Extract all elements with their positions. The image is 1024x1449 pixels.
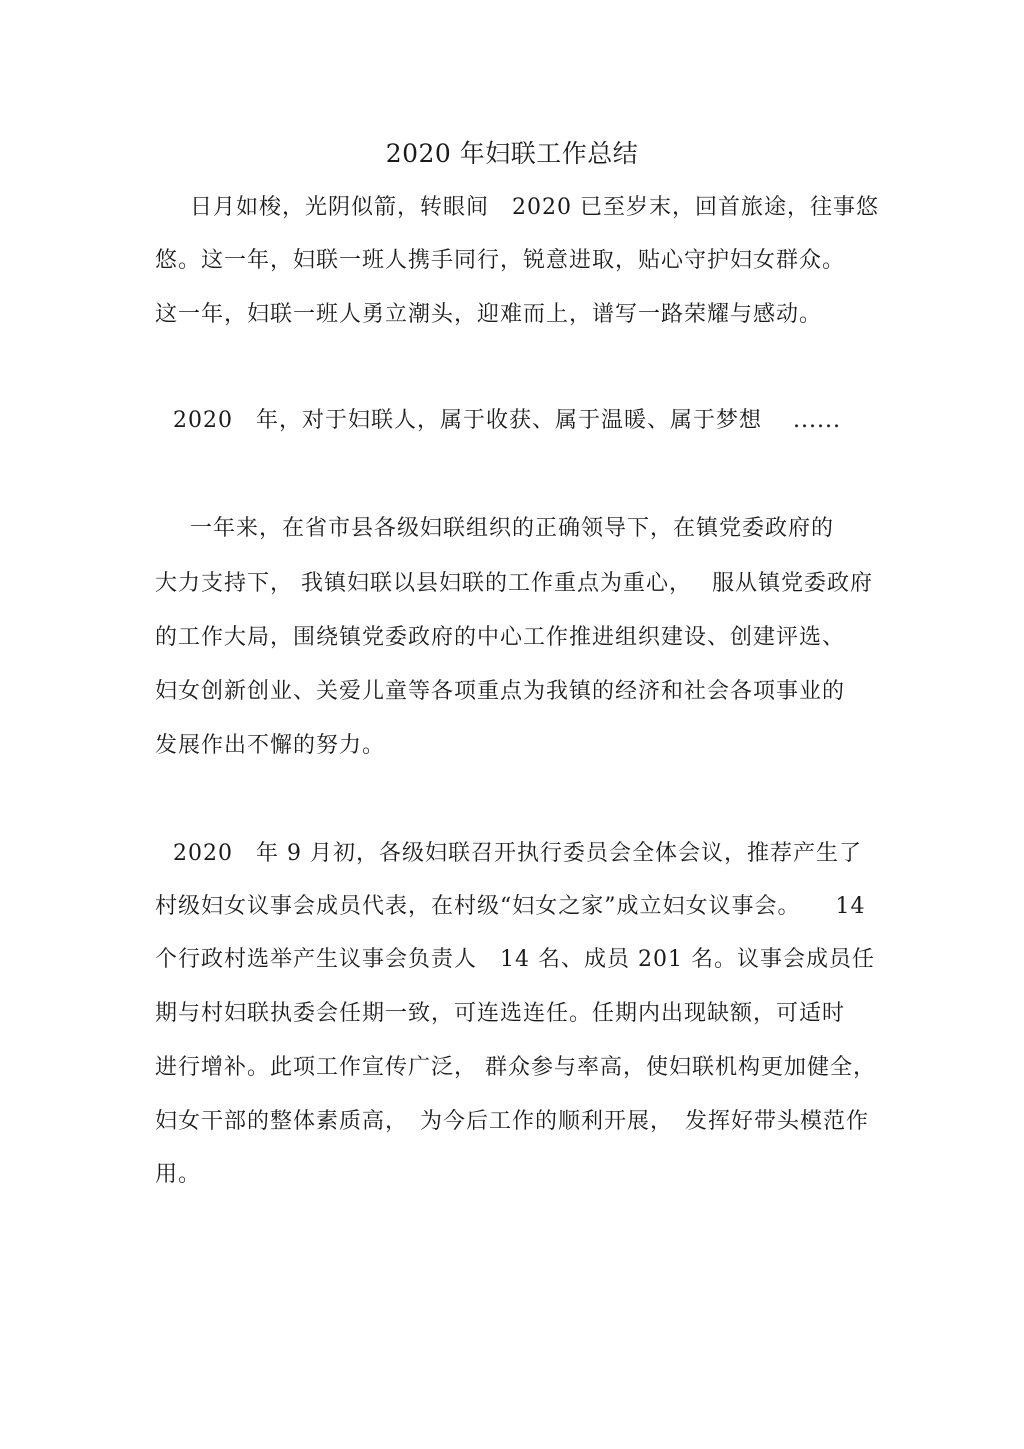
text-line: 村级妇女议事会成员代表，在村级“妇女之家”成立妇女议事会。 14 — [155, 894, 866, 919]
text-line: 日月如梭，光阴似箭，转眼间 2020 已至岁末，回首旅途，往事悠 — [190, 195, 879, 220]
text-line: 妇女创新创业、关爱儿童等各项重点为我镇的经济和社会各项事业的 — [155, 679, 846, 704]
text-line: 期与村妇联执委会任期一致，可连选连任。任期内出现缺额，可适时 — [155, 1001, 846, 1026]
text-line: 一年来，在省市县各级妇联组织的正确领导下，在镇党委政府的 — [190, 516, 835, 541]
text-line: 的工作大局，围绕镇党委政府的中心工作推进组织建设、创建评选、 — [155, 625, 846, 650]
text-line: 2020 年 9 月初，各级妇联召开执行委员会全体会议，推荐产生了 — [173, 841, 862, 866]
text-line: 个行政村选举产生议事会负责人 14 名、成员 201 名。议事会成员任 — [155, 947, 875, 972]
document-title: 2020 年妇联工作总结 — [385, 139, 639, 168]
text-line: 进行增补。此项工作宣传广泛， 群众参与率高，使妇联机构更加健全， — [155, 1055, 876, 1080]
text-line: 这一年，妇联一班人勇立潮头，迎难而上，谱写一路荣耀与感动。 — [155, 302, 823, 327]
text-line: 悠。这一年，妇联一班人携手同行，锐意进取，贴心守护妇女群众。 — [155, 248, 846, 273]
text-line: 妇女干部的整体素质高， 为今后工作的顺利开展， 发挥好带头模范作 — [155, 1109, 870, 1134]
text-line: 2020 年，对于妇联人，属于收获、属于温暖、属于梦想 ...... — [173, 408, 841, 433]
text-line: 发展作出不懈的努力。 — [155, 733, 386, 758]
text-line: 用。 — [155, 1162, 202, 1187]
text-line: 大力支持下， 我镇妇联以县妇联的工作重点为重心， 服从镇党委政府 — [155, 571, 873, 596]
